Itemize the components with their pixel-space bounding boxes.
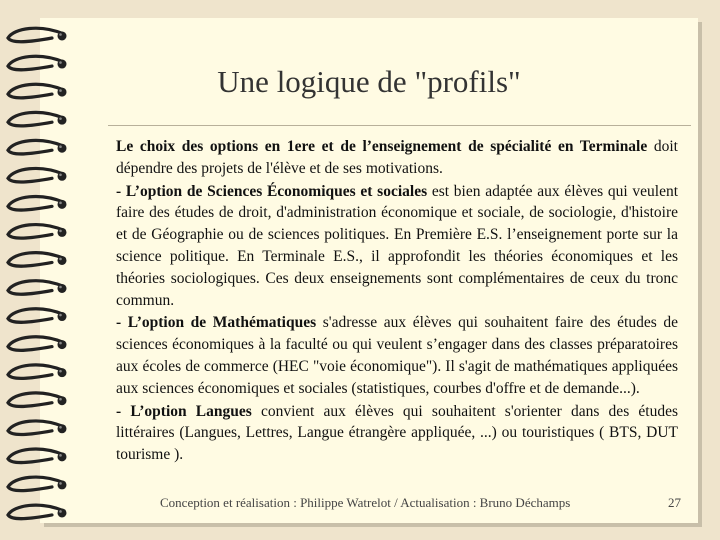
binder-ring xyxy=(8,140,67,154)
binder-ring xyxy=(8,505,67,519)
paragraph-intro xyxy=(116,136,678,180)
paragraph-langues xyxy=(116,401,678,466)
title-divider xyxy=(108,125,691,126)
binder-ring xyxy=(8,477,67,491)
paragraph-ses xyxy=(116,181,678,312)
paragraph-ses-bold: - L’option de Sciences Économiques et sociales xyxy=(116,182,428,200)
binder-ring xyxy=(8,393,67,407)
binder-ring xyxy=(8,337,67,351)
binder-ring xyxy=(8,168,67,182)
binder-ring xyxy=(8,281,67,295)
paragraph-maths-text: s'adresse aux élèves qui souhaitent faire des études de sciences économiques à la faculté ou qui veulent s’engager dans des classes préparatoires aux écoles de commerce (HEC "voie économique"). Il s'agit de mathématiques appliquées aux sciences économiques et sociales (statistiques, courbes d'offre et de demande...). xyxy=(116,314,678,397)
slide-body xyxy=(116,136,678,467)
paragraph-langues-text: convient aux élèves qui souhaitent s'orienter dans des études littéraires (Langues, Lettres, Langue étrangère appliquée, ...) ou touristiques ( BTS, DUT tourisme ). xyxy=(116,402,678,464)
binder-ring xyxy=(8,421,67,435)
page-number: 27 xyxy=(668,495,681,510)
paragraph-maths xyxy=(116,312,678,399)
binder-ring xyxy=(8,309,67,323)
paragraph-maths-bold: - L’option de Mathématiques xyxy=(116,314,317,332)
binder-ring xyxy=(8,28,67,42)
binder-ring xyxy=(8,225,67,239)
binder-ring xyxy=(8,449,67,463)
paragraph-langues-bold: - L’option Langues xyxy=(116,402,252,420)
footer-credits: Conception et réalisation : Philippe Watrelot / Actualisation : Bruno Déchamps xyxy=(160,495,571,510)
binder-ring xyxy=(8,253,67,267)
paragraph-intro-bold: Le choix des options en 1ere et de l’enseignement de spécialité en Terminale xyxy=(116,138,648,155)
binder-ring xyxy=(8,365,67,379)
paragraph-ses-text: est bien adaptée aux élèves qui veulent faire des études de droit, d'administration économique et sociale, de sociologie, d'histoire et de Géographie ou de sciences politiques. En Première E.S. l’enseignement porte sur la science politique. En Terminale E.S., il approfondit les théories économiques et les théories sociologiques. Ces deux enseignements sont complémentaires de ceux du tronc commun. xyxy=(116,182,679,309)
paragraph-intro-text: doit dépendre des projets de l'élève et de ses motivations. xyxy=(116,138,678,177)
binder-ring xyxy=(8,112,67,126)
slide-title: Une logique de "profils" xyxy=(217,64,521,99)
binder-ring xyxy=(8,197,67,211)
